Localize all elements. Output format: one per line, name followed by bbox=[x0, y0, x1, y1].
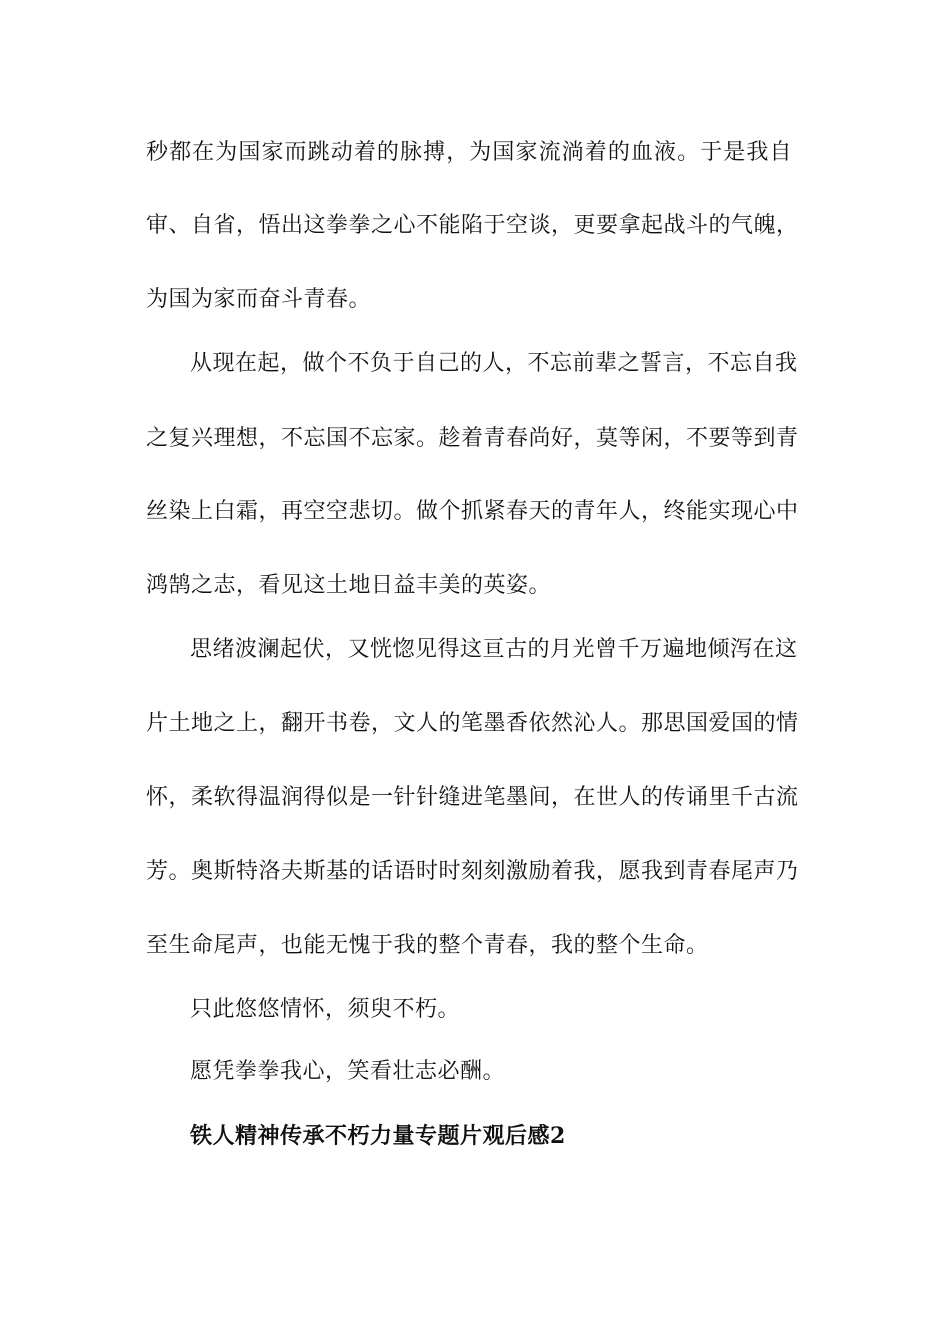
paragraph-2-line-3: 丝染上白霜，再空空悲切。做个抓紧春天的青年人，终能实现心中 bbox=[146, 499, 799, 524]
paragraph-2-line-4: 鸿鹄之志，看见这土地日益丰美的英姿。 bbox=[146, 573, 552, 598]
paragraph-1-line-2: 审、自省，悟出这拳拳之心不能陷于空谈，更要拿起战斗的气魄， bbox=[146, 213, 799, 238]
paragraph-3-line-1: 思绪波澜起伏，又恍惚见得这亘古的月光曾千万遍地倾泻在这 bbox=[190, 637, 798, 662]
paragraph-1-line-3: 为国为家而奋斗青春。 bbox=[146, 287, 372, 312]
section-heading: 铁人精神传承不朽力量专题片观后感2 bbox=[190, 1123, 566, 1149]
paragraph-1-line-1: 秒都在为国家而跳动着的脉搏，为国家流淌着的血液。于是我自 bbox=[146, 140, 792, 165]
paragraph-3-line-3: 怀，柔软得温润得似是一针针缝进笔墨间，在世人的传诵里千古流 bbox=[146, 785, 799, 810]
paragraph-3-line-5: 至生命尾声，也能无愧于我的整个青春，我的整个生命。 bbox=[146, 933, 709, 958]
paragraph-4-line-1: 只此悠悠情怀，须臾不朽。 bbox=[190, 997, 461, 1022]
paragraph-3-line-4: 芳。奥斯特洛夫斯基的话语时时刻刻激励着我，愿我到青春尾声乃 bbox=[146, 859, 799, 884]
paragraph-2-line-1: 从现在起，做个不负于自己的人，不忘前辈之誓言，不忘自我 bbox=[190, 351, 798, 376]
paragraph-5-line-1: 愿凭拳拳我心，笑看壮志必酬。 bbox=[190, 1059, 506, 1084]
paragraph-3-line-2: 片土地之上，翻开书卷，文人的笔墨香依然沁人。那思国爱国的情 bbox=[146, 711, 799, 736]
paragraph-2-line-2: 之复兴理想，不忘国不忘家。趁着青春尚好，莫等闲，不要等到青 bbox=[146, 426, 799, 451]
